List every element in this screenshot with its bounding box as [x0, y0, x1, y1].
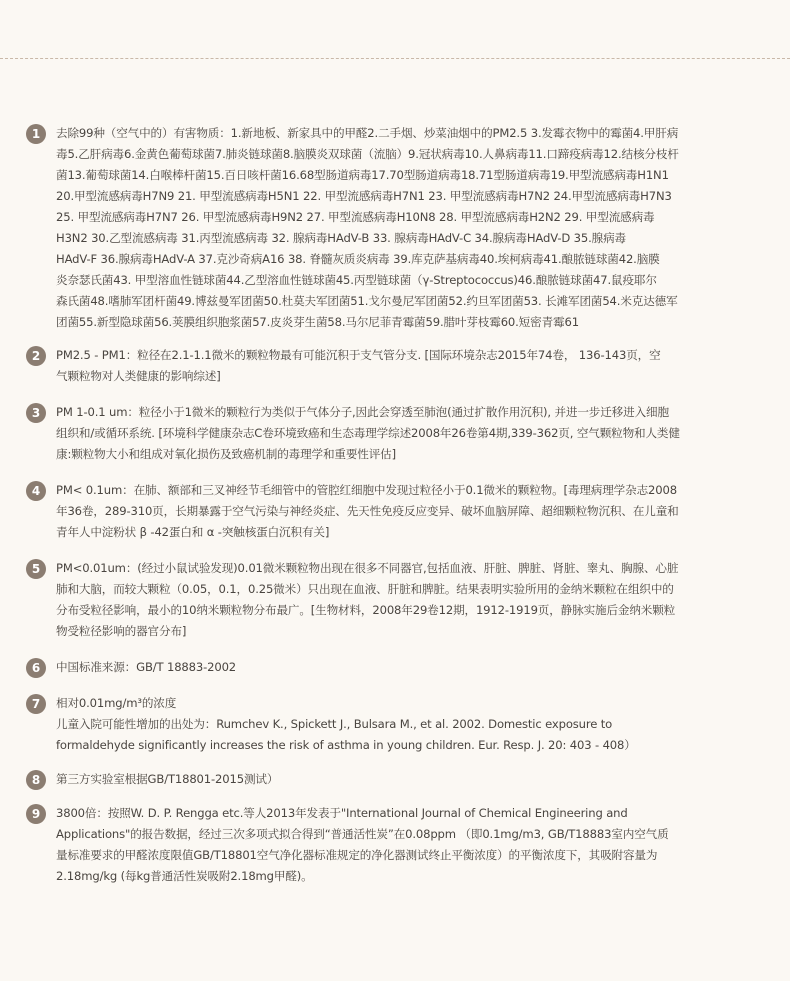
footnote-line: 20.甲型流感病毒H7N9 21. 甲型流感病毒H5N1 22. 甲型流感病毒H7N1 23. 甲型流感病毒H7N2 24.甲型流感病毒H7N3 [56, 189, 672, 203]
footnote-line: formaldehyde significantly increases the risk of asthma in young children. Eur. Resp. J. 20: 403 - 408） [56, 738, 636, 752]
footnote-number-badge: 6 [26, 658, 46, 678]
footnote-text [56, 480, 772, 543]
footnote-line: 气颗粒物对人类健康的影响综述] [56, 369, 221, 383]
footnote-3 [26, 403, 772, 465]
footnote-line: 毒5.乙肝病毒6.金黄色葡萄球菌7.肺炎链球菌8.脑膜炎双球菌（流脑）9.冠状病毒10.人鼻病毒11.口蹄疫病毒12.结核分枝杆 [56, 147, 679, 161]
footnote-text [56, 402, 772, 465]
footnote-5 [26, 559, 772, 642]
footnote-line: PM< 0.1um：在肺、额部和三叉神经节毛细管中的管腔红细胞中发现过粒径小于0.1微米的颗粒物。[毒理病理学杂志2008 [56, 483, 677, 497]
footnote-line: PM<0.01um：(经过小鼠试验发现)0.01微米颗粒物出现在很多不同器官,包括血液、肝脏、脾脏、肾脏、睾丸、胸腺、心脏 [56, 561, 679, 575]
footnote-line: 儿童入院可能性增加的出处为：Rumchev K., Spickett J., Bulsara M., et al. 2002. Domestic exposure to [56, 717, 613, 731]
footnote-text [56, 657, 772, 678]
footnote-7 [26, 694, 772, 756]
footnote-line: 青年人中淀粉状 β -42蛋白和 α -突触核蛋白沉积有关] [56, 525, 330, 539]
footnote-number-badge: 3 [26, 403, 46, 423]
footnotes-list [26, 124, 772, 887]
footnote-number-badge: 5 [26, 559, 46, 579]
footnote-line: 菌13.葡萄球菌14.白喉棒杆菌15.百日咳杆菌16.68型肠道病毒17.70型肠道病毒18.71型肠道病毒19.甲型流感病毒H1N1 [56, 168, 669, 182]
footnote-line: 2.18mg/kg (每kg普通活性炭吸附2.18mg甲醛)。 [56, 869, 313, 883]
footnote-line: 去除99种（空气中的）有害物质：1.新地板、新家具中的甲醛2.二手烟、炒菜油烟中的PM2.5 3.发霉衣物中的霉菌4.甲肝病 [56, 126, 679, 140]
footnote-number-badge: 2 [26, 346, 46, 366]
footnote-text [56, 803, 772, 887]
footnote-number-badge: 7 [26, 694, 46, 714]
footnote-1 [26, 124, 772, 333]
footnote-number-badge: 9 [26, 804, 46, 824]
footnote-2 [26, 346, 772, 387]
footnote-line: 团菌55.新型隐球菌56.荚膜组织胞浆菌57.皮炎芽生菌58.马尔尼菲青霉菌59.腊叶芽枝霉60.短密青霉61 [56, 315, 579, 329]
footnote-line: H3N2 30.乙型流感病毒 31.丙型流感病毒 32. 腺病毒HAdV-B 33. 腺病毒HAdV-C 34.腺病毒HAdV-D 35.腺病毒 [56, 231, 626, 245]
footnote-line: 年36卷，289-310页，长期暴露于空气污染与神经炎症、先天性免疫反应变异、破坏血脑屏障、超细颗粒物沉积、在儿童和 [56, 504, 679, 518]
footnote-line: 相对0.01mg/m³的浓度 [56, 696, 177, 710]
footnote-line: PM 1-0.1 um：粒径小于1微米的颗粒行为类似于气体分子,因此会穿透至肺泡(通过扩散作用沉积), 并进一步迁移进入细胞 [56, 405, 669, 419]
footnote-line: 炎奈瑟氏菌43. 甲型溶血性链球菌44.乙型溶血性链球菌45.丙型链球菌（γ-Streptococcus)46.酿脓链球菌47.鼠疫耶尔 [56, 273, 657, 287]
footnote-text [56, 558, 772, 642]
footnote-line: PM2.5 - PM1：粒径在2.1-1.1微米的颗粒物最有可能沉积于支气管分支. [国际环境杂志2015年74卷， 136-143页，空 [56, 348, 661, 362]
footnote-4 [26, 481, 772, 543]
footnote-line: 3800倍：按照W. D. P. Rengga etc.等人2013年发表于"International Journal of Chemical Engineering and [56, 806, 628, 820]
footnote-text [56, 769, 772, 790]
dashed-divider [0, 58, 790, 59]
footnote-line: 第三方实验室根据GB/T18801-2015测试） [56, 772, 279, 786]
footnote-line: 25. 甲型流感病毒H7N7 26. 甲型流感病毒H9N2 27. 甲型流感病毒H10N8 28. 甲型流感病毒H2N2 29. 甲型流感病毒 [56, 210, 655, 224]
footnote-number-badge: 8 [26, 770, 46, 790]
footnote-text [56, 345, 772, 387]
footnote-line: 森氏菌48.嗜肺军团杆菌49.博兹曼军团菌50.杜莫夫军团菌51.戈尔曼尼军团菌52.约旦军团菌53. 长滩军团菌54.米克达德军 [56, 294, 678, 308]
footnote-line: 肺和大脑，而较大颗粒（0.05，0.1，0.25微米）只出现在血液、肝脏和脾脏。结果表明实验所用的金纳米颗粒在组织中的 [56, 582, 674, 596]
footnote-line: 物受粒径影响的器官分布] [56, 624, 187, 638]
footnote-text [56, 693, 772, 756]
footnote-number-badge: 4 [26, 481, 46, 501]
footnote-8 [26, 770, 772, 790]
footnote-line: Applications"的报告数据，经过三次多项式拟合得到“普通活性炭”在0.08ppm （即0.1mg/m3, GB/T18883室内空气质 [56, 827, 669, 841]
footnote-line: 康:颗粒物大小和组成对氧化损伤及致癌机制的毒理学和重要性评估] [56, 447, 397, 461]
footnote-line: 分布受粒径影响，最小的10纳米颗粒物分布最广。[生物材料，2008年29卷12期，1912-1919页，静脉实施后金纳米颗粒 [56, 603, 676, 617]
footnote-9 [26, 804, 772, 887]
footnote-line: 量标准要求的甲醛浓度限值GB/T18801空气净化器标准规定的净化器测试终止平衡浓度）的平衡浓度下，其吸附容量为 [56, 848, 658, 862]
footnote-line: 中国标准来源：GB/T 18883-2002 [56, 660, 237, 674]
footnote-line: 组织和/或循环系统. [环境科学健康杂志C卷环境致癌和生态毒理学综述2008年26卷第4期,339-362页, 空气颗粒物和人类健 [56, 426, 680, 440]
footnote-number-badge: 1 [26, 124, 46, 144]
footnote-line: HAdV-F 36.腺病毒HAdV-A 37.克沙奇病A16 38. 脊髓灰质炎病毒 39.库克萨基病毒40.埃柯病毒41.酿脓链球菌42.脑膜 [56, 252, 660, 266]
footnote-text [56, 123, 772, 333]
footnote-6 [26, 658, 772, 678]
